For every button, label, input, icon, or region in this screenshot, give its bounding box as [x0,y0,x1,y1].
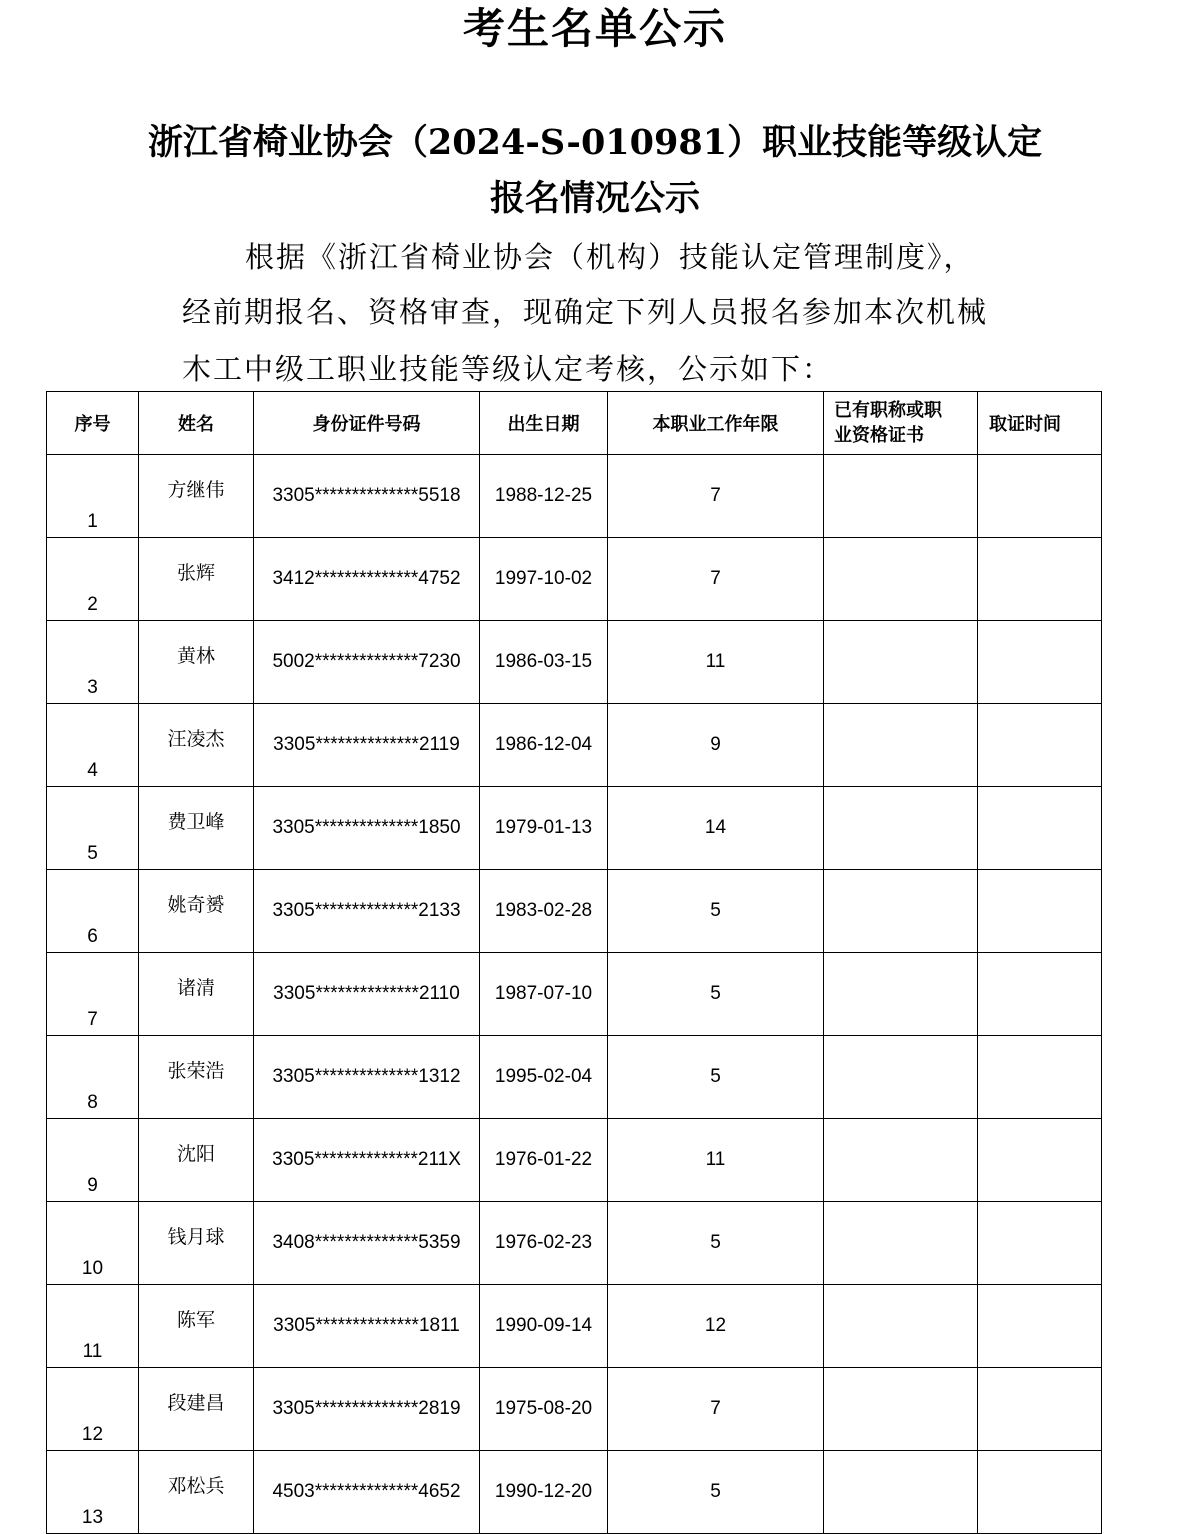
cell-certificate [824,1036,978,1119]
cell-name: 诸清 [139,953,254,1036]
cell-id-number: 3408**************5359 [254,1202,480,1285]
cell-seq: 11 [47,1285,139,1368]
cell-birth-date: 1990-12-20 [480,1451,608,1534]
cell-seq: 5 [47,787,139,870]
cell-id-number: 3305**************211X [254,1119,480,1202]
cell-name: 张辉 [139,538,254,621]
header-birth-date: 出生日期 [480,392,608,455]
intro-line-1: 根据《浙江省椅业协会（机构）技能认定管理制度》， [245,240,975,274]
table-header-row [47,392,1102,455]
header-certificate-line-1: 已有职称或职 [834,400,942,421]
cell-seq: 6 [47,870,139,953]
cell-certificate [824,1202,978,1285]
table-body [47,455,1102,1534]
cell-seq: 10 [47,1202,139,1285]
cell-birth-date: 1983-02-28 [480,870,608,953]
table-row [47,953,1102,1036]
intro-line-3: 木工中级工职业技能等级认定考核，公示如下： [182,352,834,386]
cell-id-number: 3412**************4752 [254,538,480,621]
cell-work-years: 12 [608,1285,824,1368]
cell-id-number: 3305**************1312 [254,1036,480,1119]
cell-certificate [824,704,978,787]
table-row [47,1368,1102,1451]
cell-certificate [824,1368,978,1451]
cell-seq: 9 [47,1119,139,1202]
header-name: 姓名 [139,392,254,455]
table-row [47,1202,1102,1285]
cell-birth-date: 1976-01-22 [480,1119,608,1202]
cell-seq: 13 [47,1451,139,1534]
cell-certificate [824,787,978,870]
cell-seq: 2 [47,538,139,621]
cell-birth-date: 1986-03-15 [480,621,608,704]
cell-birth-date: 1975-08-20 [480,1368,608,1451]
header-certificate-line-2: 业资格证书 [834,425,924,446]
table-row [47,1451,1102,1534]
header-cert-time: 取证时间 [978,392,1102,455]
cell-birth-date: 1990-09-14 [480,1285,608,1368]
cell-cert-time [978,1285,1102,1368]
page-title: 考生名单公示 [462,4,727,53]
cell-work-years: 9 [608,704,824,787]
cell-work-years: 11 [608,1119,824,1202]
cell-certificate [824,1119,978,1202]
cell-id-number: 3305**************2133 [254,870,480,953]
cell-birth-date: 1987-07-10 [480,953,608,1036]
cell-id-number: 3305**************2110 [254,953,480,1036]
cell-seq: 4 [47,704,139,787]
cell-work-years: 11 [608,621,824,704]
cell-id-number: 3305**************5518 [254,455,480,538]
cell-name: 沈阳 [139,1119,254,1202]
header-work-years: 本职业工作年限 [608,392,824,455]
cell-work-years: 14 [608,787,824,870]
cell-certificate [824,953,978,1036]
cell-name: 方继伟 [139,455,254,538]
cell-cert-time [978,704,1102,787]
table-row [47,704,1102,787]
cell-seq: 3 [47,621,139,704]
cell-work-years: 5 [608,953,824,1036]
cell-birth-date: 1976-02-23 [480,1202,608,1285]
header-certificate [824,392,978,455]
cell-birth-date: 1979-01-13 [480,787,608,870]
cell-name: 邓松兵 [139,1451,254,1534]
cell-id-number: 3305**************1850 [254,787,480,870]
cell-seq: 8 [47,1036,139,1119]
cell-name: 姚奇赟 [139,870,254,953]
table-row [47,1036,1102,1119]
cell-work-years: 7 [608,538,824,621]
table-row [47,538,1102,621]
cell-id-number: 5002**************7230 [254,621,480,704]
cell-birth-date: 1997-10-02 [480,538,608,621]
intro-line-2: 经前期报名、资格审查，现确定下列人员报名参加本次机械 [182,295,989,329]
cell-work-years: 5 [608,1451,824,1534]
cell-id-number: 3305**************2819 [254,1368,480,1451]
cell-id-number: 3305**************1811 [254,1285,480,1368]
subtitle-line-1: 浙江省椅业协会（2024-S-010981）职业技能等级认定 [147,122,1043,163]
cell-name: 段建昌 [139,1368,254,1451]
header-id-number: 身份证件号码 [254,392,480,455]
cell-id-number: 3305**************2119 [254,704,480,787]
cell-work-years: 5 [608,1036,824,1119]
cell-cert-time [978,870,1102,953]
table-row [47,455,1102,538]
cell-birth-date: 1988-12-25 [480,455,608,538]
cell-work-years: 5 [608,870,824,953]
cell-name: 张荣浩 [139,1036,254,1119]
cell-name: 费卫峰 [139,787,254,870]
cell-name: 钱月球 [139,1202,254,1285]
cell-work-years: 7 [608,455,824,538]
cell-work-years: 5 [608,1202,824,1285]
cell-work-years: 7 [608,1368,824,1451]
cell-cert-time [978,538,1102,621]
header-seq: 序号 [47,392,139,455]
cell-certificate [824,1285,978,1368]
cell-name: 黄林 [139,621,254,704]
cell-cert-time [978,787,1102,870]
cell-cert-time [978,1119,1102,1202]
cell-cert-time [978,1036,1102,1119]
cell-certificate [824,621,978,704]
table-row [47,870,1102,953]
cell-certificate [824,455,978,538]
cell-seq: 1 [47,455,139,538]
subtitle-line-2: 报名情况公示 [489,178,700,219]
cell-cert-time [978,1202,1102,1285]
cell-birth-date: 1995-02-04 [480,1036,608,1119]
table-row [47,621,1102,704]
cell-certificate [824,870,978,953]
cell-id-number: 4503**************4652 [254,1451,480,1534]
cell-seq: 12 [47,1368,139,1451]
cell-seq: 7 [47,953,139,1036]
table-row [47,1285,1102,1368]
cell-cert-time [978,621,1102,704]
cell-birth-date: 1986-12-04 [480,704,608,787]
cell-cert-time [978,455,1102,538]
cell-certificate [824,538,978,621]
cell-cert-time [978,953,1102,1036]
cell-cert-time [978,1368,1102,1451]
table-row [47,787,1102,870]
cell-certificate [824,1451,978,1534]
candidate-table [46,391,1102,1534]
table-row [47,1119,1102,1202]
cell-name: 陈军 [139,1285,254,1368]
cell-name: 汪凌杰 [139,704,254,787]
cell-cert-time [978,1451,1102,1534]
